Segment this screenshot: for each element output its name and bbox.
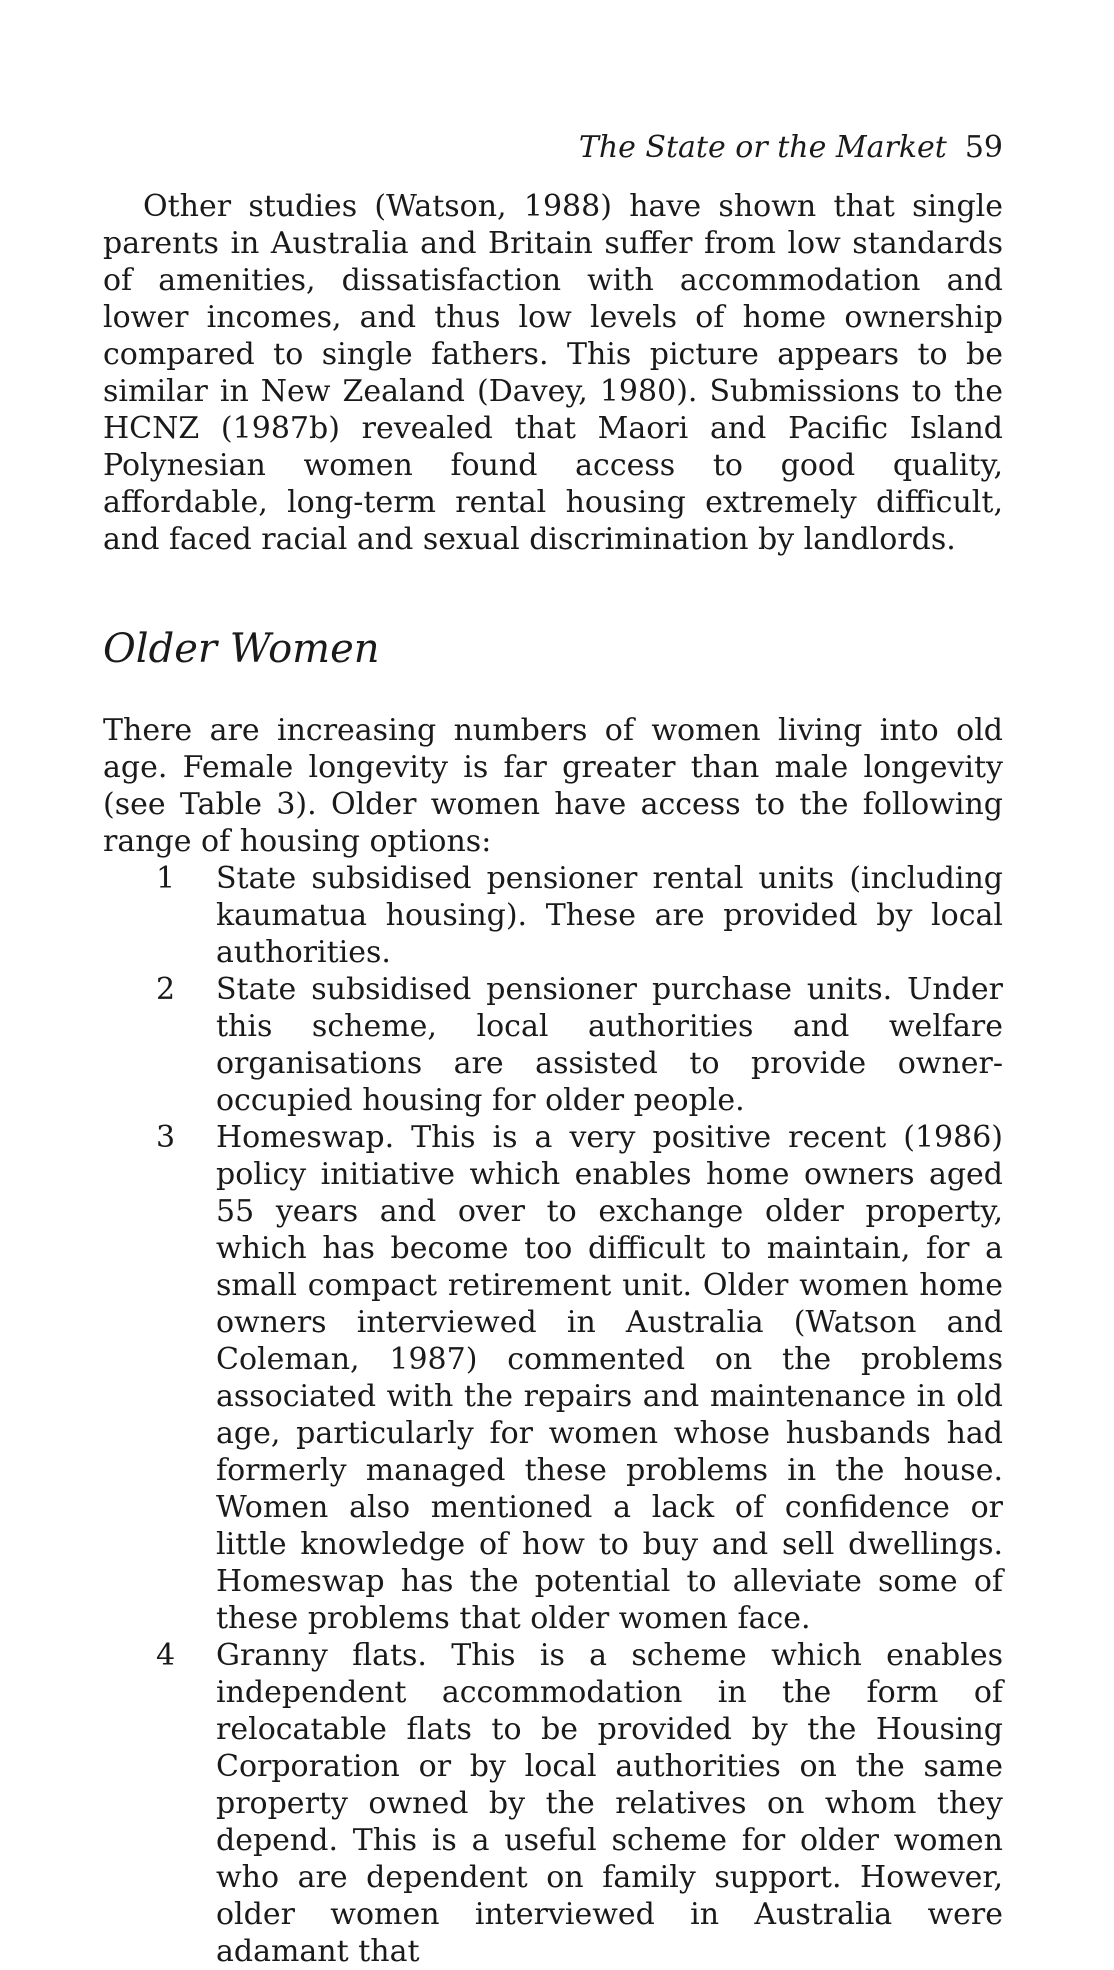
- running-head: [103, 128, 1003, 168]
- list-item-number: 1: [156, 861, 176, 896]
- intro-paragraph: Other studies (Watson, 1988) have shown that single parents in Australia and Britain suffer from low standards of amenities, dissatisfaction with accommodation and lower incomes, and thus low levels of home ownership compared to single fathers. This picture appears to be similar in New Zealand (Davey, 1980). Submissions to the HCNZ (1987b) revealed that Maori and Pacific Island Polynesian women found access to good quality, affordable, long-term rental housing extremely difficult, and faced racial and sexual discrimination by landlords.: [103, 189, 1003, 557]
- list-item-text: Granny flats. This is a scheme which enables independent accommodation in the form of relocatable flats to be provided by the Housing Corporation or by local authorities on the same property owned by the relatives on whom they depend. This is a useful scheme for older women who are dependent on family support. However, older women interviewed in Australia were adamant that: [216, 1638, 1003, 1969]
- list-item-number: 4: [156, 1638, 176, 1673]
- list-item-text: Homeswap. This is a very positive recent (1986) policy initiative which enables home owners aged 55 years and over to exchange older property, which has become too difficult to maintain, for a small compact retirement unit. Older women home owners interviewed in Australia (Watson and Coleman, 1987) commented on the problems associated with the repairs and maintenance in old age, particularly for women whose husbands had formerly managed these problems in the house. Women also mentioned a lack of confidence or little knowledge of how to buy and sell dwellings. Homeswap has the potential to alleviate some of these problems that older women face.: [216, 1120, 1003, 1636]
- list-item-text: State subsidised pensioner rental units (including kaumatua housing). These are provided by local authorities.: [216, 861, 1003, 970]
- housing-options-list: [103, 860, 1003, 1970]
- list-item: [103, 1637, 1003, 1970]
- older-women-paragraph: There are increasing numbers of women living into old age. Female longevity is far greater than male longevity (see Table 3). Older women have access to the following range of housing options:: [103, 713, 1003, 859]
- book-page: [103, 128, 1003, 1970]
- list-item: [103, 860, 1003, 971]
- list-item-number: 2: [156, 972, 176, 1007]
- running-head-title: The State or the Market: [578, 130, 947, 165]
- list-item-text: State subsidised pensioner purchase units. Under this scheme, local authorities and welfare organisations are assisted to provide owner-occupied housing for older people.: [216, 972, 1003, 1118]
- page-number: 59: [964, 130, 1003, 165]
- list-item: [103, 1119, 1003, 1637]
- list-item-number: 3: [156, 1120, 176, 1155]
- list-item: [103, 971, 1003, 1119]
- section-heading: Older Women: [103, 626, 380, 672]
